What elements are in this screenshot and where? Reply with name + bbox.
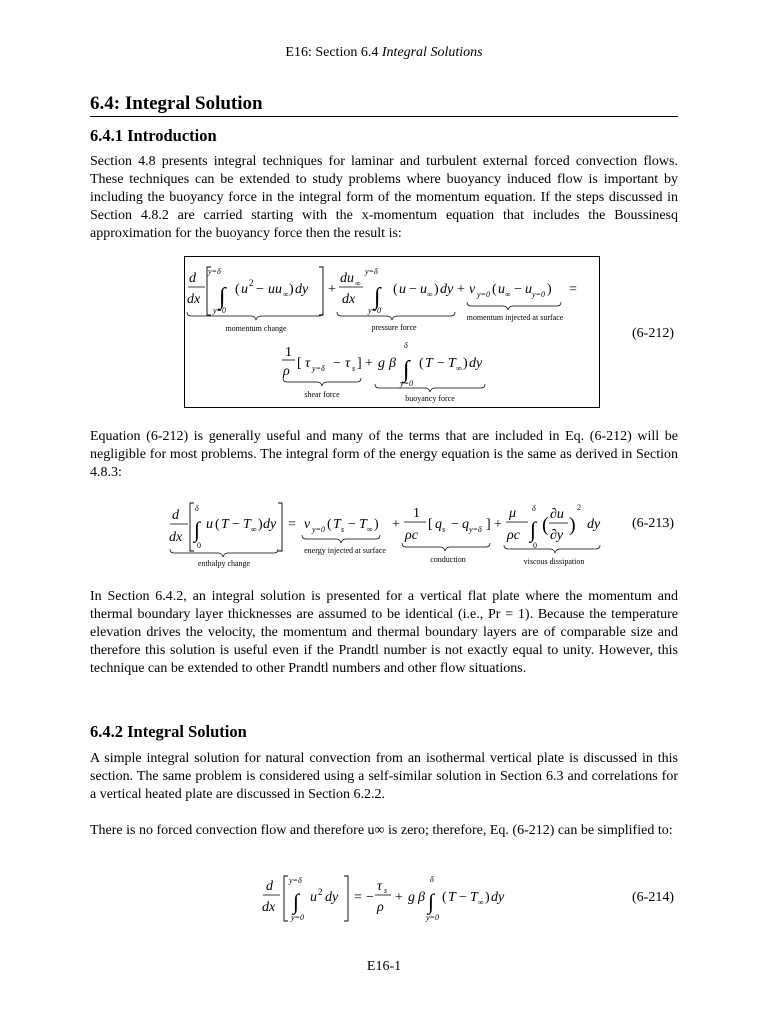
integral-paragraph-2: There is no forced convection flow and therefore u∞ is zero; therefore, Eq. (6-212) can be simplified to: xyxy=(90,823,673,838)
svg-text:T: T xyxy=(333,517,341,532)
label-conduction: conduction xyxy=(430,555,466,564)
svg-text:dx: dx xyxy=(262,900,276,915)
svg-text:): ) xyxy=(547,282,552,297)
svg-text:∫: ∫ xyxy=(530,517,537,542)
equation-6-214-number: (6-214) xyxy=(632,890,674,905)
svg-text:∫: ∫ xyxy=(403,357,410,383)
svg-text:−: − xyxy=(366,890,374,905)
svg-text:(: ( xyxy=(419,356,424,371)
equation-6-212 xyxy=(185,257,599,407)
svg-text:ρc: ρc xyxy=(507,528,520,543)
svg-text:=: = xyxy=(354,890,362,905)
svg-text:u: u xyxy=(399,282,406,297)
svg-text:y=0: y=0 xyxy=(291,913,304,922)
svg-text:u: u xyxy=(420,282,427,297)
intro-paragraph-2: Equation (6-212) is generally useful and many of the terms that are included in Eq. (6-212) will be negligible for most problems. The integral form of the energy equation is the same as derived in Section 4.8.3: xyxy=(90,429,678,480)
svg-text:τ: τ xyxy=(305,356,311,371)
svg-text:T: T xyxy=(448,356,456,371)
svg-text:]: ] xyxy=(486,517,491,532)
svg-text:y=0: y=0 xyxy=(532,290,545,299)
svg-text:=: = xyxy=(569,282,577,297)
svg-text:q: q xyxy=(462,517,469,532)
svg-text:dx: dx xyxy=(169,530,183,545)
svg-text:ρc: ρc xyxy=(405,528,418,543)
svg-text:(: ( xyxy=(235,282,240,297)
svg-text:∫: ∫ xyxy=(428,889,435,914)
svg-text:dy: dy xyxy=(325,890,339,905)
svg-text:g: g xyxy=(408,890,415,905)
svg-text:2: 2 xyxy=(249,278,254,288)
svg-text:−: − xyxy=(514,282,522,297)
svg-text:∞: ∞ xyxy=(456,364,462,373)
equation-6-214 xyxy=(258,873,508,925)
svg-text:∫: ∫ xyxy=(194,517,201,542)
running-header xyxy=(0,45,768,61)
svg-text:y=δ: y=δ xyxy=(312,364,325,373)
svg-text:−: − xyxy=(232,517,240,532)
svg-text:y=0: y=0 xyxy=(312,525,325,534)
equation-6-212-number: (6-212) xyxy=(632,326,674,341)
svg-text:y=0: y=0 xyxy=(213,306,226,315)
svg-text:−: − xyxy=(459,890,467,905)
intro-heading: 6.4.1 Introduction xyxy=(90,126,217,145)
label-enthalpy-change: enthalpy change xyxy=(197,559,251,568)
svg-text:y=0: y=0 xyxy=(426,913,439,922)
svg-text:+: + xyxy=(395,890,403,905)
svg-text:s: s xyxy=(341,525,345,534)
svg-text:): ) xyxy=(485,890,490,905)
label-energy-injected: energy injected at surface xyxy=(304,546,386,555)
svg-text:δ: δ xyxy=(430,875,434,884)
svg-text:dy: dy xyxy=(587,517,601,532)
svg-text:dy: dy xyxy=(469,356,483,371)
svg-text:∂y: ∂y xyxy=(550,528,564,543)
svg-text:u: u xyxy=(525,282,532,297)
svg-text:): ) xyxy=(434,282,439,297)
svg-text:β: β xyxy=(389,356,396,371)
equation-6-213-number: (6-213) xyxy=(632,516,674,531)
svg-text:T: T xyxy=(359,517,367,532)
svg-text:∞: ∞ xyxy=(251,525,257,534)
equation-6-213 xyxy=(166,497,606,569)
equation-6-212-box xyxy=(184,256,600,408)
svg-text:u: u xyxy=(206,517,213,532)
page-number: E16-1 xyxy=(366,959,402,974)
svg-text:): ) xyxy=(374,517,379,532)
header-italic: Integral Solutions xyxy=(381,45,483,60)
svg-text:∂u: ∂u xyxy=(550,507,564,522)
svg-text:β: β xyxy=(418,890,425,905)
svg-text:∞: ∞ xyxy=(478,898,484,907)
svg-text:dx: dx xyxy=(187,292,201,307)
svg-text:+: + xyxy=(328,282,336,297)
svg-text:0: 0 xyxy=(533,541,537,550)
svg-text:2: 2 xyxy=(318,887,323,897)
svg-text:−: − xyxy=(409,282,417,297)
svg-text:g: g xyxy=(378,356,385,371)
section-title: 6.4: Integral Solution xyxy=(90,93,678,117)
label-viscous-dissipation: viscous dissipation xyxy=(523,557,585,566)
svg-text:(: ( xyxy=(393,282,398,297)
intro-paragraph-3: In Section 6.4.2, an integral solution is presented for a vertical flat plate where the momentum and thermal boundary layer thicknesses are assumed to be identical (i.e., Pr = 1). Because the temperature elevation drives the velocity, the momentum and thermal boundary layers are of comparable size and therefore this solution is useful even if the Prandtl number is not exactly equal to unity. However, this technique can be extended to other Prandtl numbers and other flow situations. xyxy=(90,589,678,676)
svg-text:−: − xyxy=(256,282,264,297)
svg-text:+: + xyxy=(494,517,502,532)
svg-text:τ: τ xyxy=(345,356,351,371)
svg-text:dy: dy xyxy=(440,282,454,297)
label-buoyancy-force: buoyancy force xyxy=(405,394,455,403)
svg-text:(: ( xyxy=(442,890,447,905)
integral-paragraph-1: A simple integral solution for natural convection from an isothermal vertical plate is discussed in this section. The same problem is considered using a self-similar solution in Section 6.3 and correlations for a vertical heated plate are discussed in Section 6.2.2. xyxy=(90,751,678,802)
svg-text:): ) xyxy=(289,282,294,297)
svg-text:+: + xyxy=(392,517,400,532)
svg-text:δ: δ xyxy=(532,504,536,513)
svg-text:d: d xyxy=(266,879,273,894)
svg-text:ρ: ρ xyxy=(283,364,290,379)
svg-text:(: ( xyxy=(215,517,220,532)
svg-text:1: 1 xyxy=(413,506,420,521)
svg-text:(: ( xyxy=(492,282,497,297)
svg-text:[: [ xyxy=(297,356,302,371)
svg-text:∫: ∫ xyxy=(293,889,300,914)
svg-text:+: + xyxy=(457,282,465,297)
svg-text:dx: dx xyxy=(342,292,356,307)
label-shear-force: shear force xyxy=(304,390,340,399)
svg-text:∞: ∞ xyxy=(283,290,289,299)
svg-text:): ) xyxy=(258,517,263,532)
svg-text:∫: ∫ xyxy=(374,284,381,310)
svg-text:∫: ∫ xyxy=(219,284,226,310)
svg-text:−: − xyxy=(451,517,459,532)
svg-text:T: T xyxy=(425,356,433,371)
svg-text:2: 2 xyxy=(577,503,581,512)
svg-text:δ: δ xyxy=(404,341,408,350)
svg-text:T: T xyxy=(470,890,478,905)
svg-text:−: − xyxy=(437,356,445,371)
svg-text:(: ( xyxy=(327,517,332,532)
svg-text:u: u xyxy=(498,282,505,297)
svg-text:y=δ: y=δ xyxy=(208,267,221,276)
svg-text:−: − xyxy=(333,356,341,371)
label-pressure-force: pressure force xyxy=(371,323,417,332)
svg-text:y=0: y=0 xyxy=(368,306,381,315)
svg-text:T: T xyxy=(448,890,456,905)
svg-text:1: 1 xyxy=(285,345,292,360)
svg-text:y=δ: y=δ xyxy=(469,525,482,534)
svg-text:]: ] xyxy=(357,356,362,371)
svg-text:): ) xyxy=(463,356,468,371)
svg-text:dy: dy xyxy=(491,890,505,905)
svg-text:): ) xyxy=(569,514,576,536)
header-prefix: E16: Section 6.4 xyxy=(285,45,379,60)
svg-text:(: ( xyxy=(542,514,549,536)
svg-text:s: s xyxy=(442,525,446,534)
svg-text:v: v xyxy=(469,282,476,297)
svg-text:v: v xyxy=(304,517,311,532)
svg-text:−: − xyxy=(348,517,356,532)
svg-text:y=0: y=0 xyxy=(477,290,490,299)
svg-text:=: = xyxy=(288,517,296,532)
intro-paragraph-1: Section 4.8 presents integral techniques for laminar and turbulent external forced convection flows. These techniques can be extended to study problems where buoyancy induced flow is important by including the buoyancy force in the integral form of the momentum equation. If the steps discussed in Section 4.8.2 are carried starting with the x-momentum equation that includes the Boussinesq approximation for the buoyancy force then the result is: xyxy=(90,154,678,241)
svg-text:s: s xyxy=(352,364,356,373)
svg-text:ρ: ρ xyxy=(377,900,384,915)
svg-text:d: d xyxy=(189,271,196,286)
svg-text:[: [ xyxy=(428,517,433,532)
svg-text:u: u xyxy=(310,890,317,905)
svg-text:∞: ∞ xyxy=(355,279,361,288)
svg-text:∞: ∞ xyxy=(505,290,511,299)
label-momentum-change: momentum change xyxy=(225,324,287,333)
svg-text:y=0: y=0 xyxy=(400,379,413,388)
svg-text:T: T xyxy=(221,517,229,532)
svg-text:0: 0 xyxy=(197,541,201,550)
svg-text:T: T xyxy=(243,517,251,532)
svg-text:q: q xyxy=(435,517,442,532)
svg-text:+: + xyxy=(365,356,373,371)
svg-text:dy: dy xyxy=(263,517,277,532)
svg-text:dy: dy xyxy=(295,282,309,297)
svg-text:τ: τ xyxy=(377,879,383,894)
svg-text:uu: uu xyxy=(268,282,282,297)
svg-text:du: du xyxy=(340,271,354,286)
svg-text:y=δ: y=δ xyxy=(365,267,378,276)
svg-text:δ: δ xyxy=(195,504,199,513)
svg-text:s: s xyxy=(384,886,388,895)
svg-text:d: d xyxy=(172,508,179,523)
svg-text:u: u xyxy=(241,282,248,297)
svg-text:y=δ: y=δ xyxy=(289,876,302,885)
svg-text:μ: μ xyxy=(509,506,517,521)
svg-text:∞: ∞ xyxy=(427,290,433,299)
label-momentum-injected: momentum injected at surface xyxy=(466,313,564,322)
svg-text:∞: ∞ xyxy=(367,525,373,534)
integral-heading: 6.4.2 Integral Solution xyxy=(90,722,247,741)
